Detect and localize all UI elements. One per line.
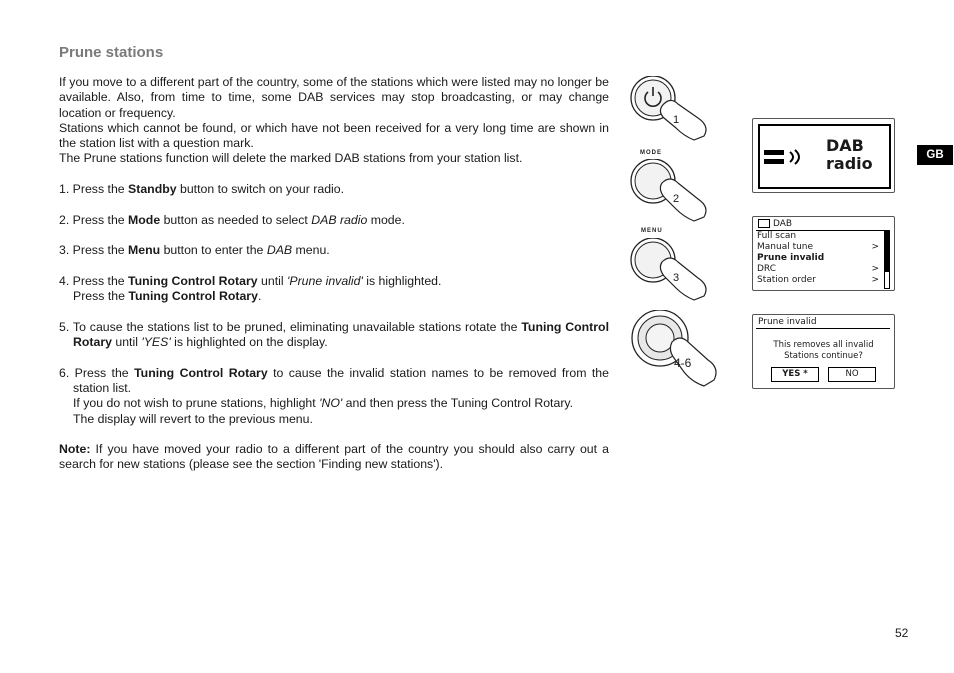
standby-button-illustration [628, 76, 718, 141]
step-2: 2. Press the Mode button as needed to select DAB radio mode. [59, 212, 405, 227]
menu-item-prune-invalid: Prune invalid [757, 253, 825, 263]
intro-paragraph-3: The Prune stations function will delete the marked DAB stations from your station list. [59, 151, 523, 166]
step-number-4-6: 4-6 [674, 356, 692, 370]
menu-scrollbar [884, 231, 890, 289]
display-line-1: DAB [826, 136, 864, 155]
menu-label: MENU [641, 228, 663, 234]
step-number-2: 2 [673, 193, 680, 205]
step-number-3: 3 [673, 272, 680, 284]
menu-item-manual-tune: Manual tune > [757, 242, 879, 252]
display-prune-confirm [752, 314, 895, 389]
step-4: 4. Press the Tuning Control Rotary until 'Prune invalid' is highlighted. [59, 273, 442, 288]
menu-button-illustration [628, 238, 718, 303]
body-text [59, 75, 609, 473]
menu-list [757, 231, 891, 286]
confirm-title: Prune invalid [758, 317, 817, 327]
step-6: 6. Press the Tuning Control Rotary to cause the invalid station names to be removed from the station list. [59, 365, 609, 395]
mode-button-illustration [628, 159, 718, 224]
step-4-cont: Press the Tuning Control Rotary. [73, 289, 262, 304]
intro-paragraph-1: If you move to a different part of the country, some of the stations which were listed may no longer be available. Also, from time to time, some DAB services may stop broadcasting, or may change location or frequency. [59, 75, 609, 120]
confirm-message: This removes all invalid Stations continue? [773, 340, 874, 361]
menu-title: DAB [758, 219, 792, 229]
menu-list-icon [758, 219, 770, 228]
language-tab: GB [917, 145, 953, 165]
menu-item-drc: DRC > [757, 264, 879, 274]
page-number: 52 [895, 626, 909, 640]
no-option: NO [828, 367, 876, 382]
step-1: 1. Press the Standby button to switch on your radio. [59, 182, 345, 197]
tuning-rotary-illustration [628, 310, 723, 390]
step-3: 3. Press the Menu button to enter the DAB menu. [59, 243, 330, 258]
yes-option: YES * [771, 367, 819, 382]
note: Note: If you have moved your radio to a different part of the country you should also carry out a search for new stations (please see the section 'Finding new stations'). [59, 442, 609, 472]
mode-label: MODE [640, 150, 662, 156]
intro-paragraph-2: Stations which cannot be found, or which have not been received for a very long time are shown in the station list with a question mark. [59, 120, 609, 151]
display-dab-menu [752, 216, 895, 291]
step-number-1: 1 [673, 114, 680, 126]
step-6-cont: If you do not wish to prune stations, highlight 'NO' and then press the Tuning Control Rotary. [73, 396, 574, 411]
menu-item-full-scan: Full scan [757, 231, 797, 241]
step-6-revert: The display will revert to the previous menu. [73, 411, 313, 426]
menu-item-station-order: Station order > [757, 275, 879, 285]
page-heading: Prune stations [59, 44, 164, 61]
display-line-2: radio [826, 154, 873, 173]
display-dab-radio [752, 118, 895, 193]
step-5: 5. To cause the stations list to be pruned, eliminating unavailable stations rotate the Tuning Control Rotary until 'YES' is highlighted on the display. [59, 319, 609, 350]
dab-signal-icon [764, 148, 806, 168]
